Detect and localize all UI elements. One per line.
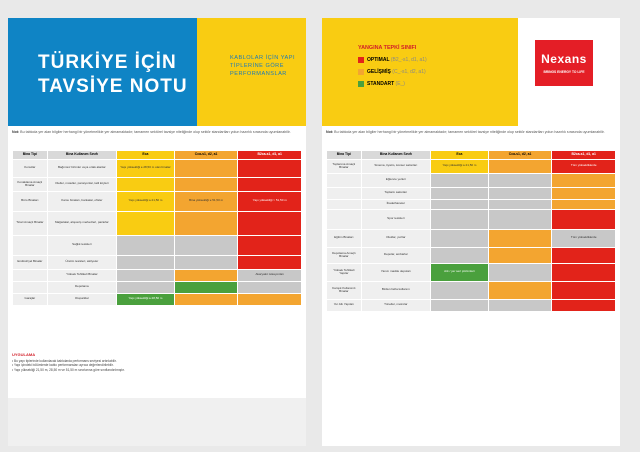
table-cell [117,235,175,255]
table-cell: Yer Altı Yapıları [327,299,362,311]
bottom-title: UYGULAMA [12,352,36,357]
col-header: Eca [117,151,175,160]
table-cell [117,269,175,281]
table-cell [488,247,552,263]
table-cell [431,209,489,229]
table-cell: Sinema, tiyatro, konser salonları [361,159,430,173]
table-cell [117,211,175,235]
table-cell [552,247,616,263]
legend-swatch [358,69,364,75]
table-cell: Bina yüksekliği ≤ 51,50 m [174,191,238,211]
legend-item [358,66,427,78]
table-cell [13,269,48,281]
table-cell [174,269,238,281]
table-cell: Yapı yüksekliği ≤ 28,50 m [117,293,175,305]
table-cell [238,293,302,305]
table-cell [174,159,238,177]
table-cell [431,199,489,209]
table-cell: Garajlar [13,293,48,305]
table-cell [488,159,552,173]
table-cell [327,187,362,199]
table-cell: Okullar, yurtlar [361,229,430,247]
col-header: B2ca-s1, d1, a1 [552,151,616,160]
bottom-notes [12,352,302,442]
table-cell: Tüm yüksekliklerde [552,159,616,173]
table-cell [552,299,616,311]
note-label: Not: [12,130,20,134]
table-cell: Konutlar [13,159,48,177]
table-cell: Kamu binaları, bankalar, ofisler [47,191,116,211]
col-header: Bina Tipi [13,151,48,160]
table-cell: Toplanma Amaçlı Binalar [327,159,362,173]
table-cell [488,187,552,199]
table-cell [117,281,175,293]
bullet-item: • Yapı yüksekliği 21,50 m, 28,50 m ve 51,50 m sınırlarına göre sınıflandırılmıştır. [12,367,125,372]
table-cell: Tüneller, metrolar [361,299,430,311]
table-cell [238,255,302,269]
col-header: Bina Kullanım Sınıfı [47,151,116,160]
table-cell: Otoparklar [47,293,116,305]
table-cell [174,281,238,293]
subtitle-line1: KABLOLAR İÇİN YAPI [230,55,296,61]
table-cell [174,235,238,255]
table-cell: Sağlık tesisleri [47,235,116,255]
table-cell [431,173,489,187]
table-cell [488,299,552,311]
table-cell [431,229,489,247]
page-title-line1: TÜRKİYE İÇİN [38,52,177,73]
note-text: Bu tabloda yer alan bilgiler herhangi bir yönetmelikle yer almamaktadır; tamamen sektörel tavsiye niteliğinde olup sektör standartları yolun hazırlık sırasında uyumlanabilir. [333,130,605,134]
table-cell [13,281,48,293]
table-cell [174,211,238,235]
bullet-text: Yapı içindeki bölümlerde kablo performansları ayrıca değerlendirilebilir. [13,363,114,368]
table-cell: Bağımsız birimler veya ortak alanlar [47,159,116,177]
logo-tagline: BRINGS ENERGY TO LIFE [543,70,585,74]
table-cell [431,247,489,263]
table-cell [488,263,552,281]
table-cell [327,173,362,187]
table-cell [117,177,175,191]
table-cell: Yapı yüksekliği ≤ 21,50 m [431,159,489,173]
bullet-text: Yapı yüksekliği 21,50 m, 28,50 m ve 51,50 m sınırlarına göre sınıflandırılmıştır. [13,367,125,372]
legend-code: (C_-s1, d2, a1) [392,69,426,75]
table-cell: Karışık Kullanımlı Binalar [327,281,362,299]
table-cell [238,211,302,235]
col-header: B2ca-s1, d1, a1 [238,151,302,160]
table-cell [552,187,616,199]
table-cell: Akaryakıt istasyonları [238,269,302,281]
table-cell [327,199,362,209]
note-label: Not: [326,130,334,134]
left-page [8,18,306,446]
legend-code: (B2_-s1, d1, a1) [390,57,427,63]
table-cell: Büro Binaları [13,191,48,211]
table-cell: İbadethaneler [361,199,430,209]
col-header: Bina Kullanım Sınıfı [361,151,430,160]
legend-label: STANDART [367,81,395,87]
table-cell [488,199,552,209]
note-text: Bu tabloda yer alan bilgiler herhangi bir yönetmelikle yer almamaktadır; tamamen sektörel tavsiye niteliğinde olup sektör standartları yolun hazırlık sırasında uyumlanabilir. [19,130,291,134]
nexans-logo [535,40,593,86]
table-cell: Yapı yüksekliği > 51,50 m [238,191,302,211]
table-cell [488,209,552,229]
legend-item [358,54,427,66]
table-cell: Ticari Amaçlı Binalar [13,211,48,235]
col-header: Eca [431,151,489,160]
subtitle [230,54,295,78]
legend-title: YANGINA TEPKİ SINIFI [358,45,417,51]
table-cell: Oteller, moteller, pansiyonlar, tatil köyleri [47,177,116,191]
table-cell: Eğlence yerleri [361,173,430,187]
table-cell [488,173,552,187]
table-cell [552,263,616,281]
table-cell [174,177,238,191]
table-cell: Yapı yüksekliği ≤ 28,50 m olan binalar [117,159,175,177]
bullet-text: Bu yapı tiplerinde kullanılacak kablolarda performans seviyesi artırılabilir. [14,359,117,363]
table-cell: Toplantı salonları [361,187,430,199]
table-cell: Ark / yer seri çözümleri [431,263,489,281]
table-cell [431,281,489,299]
table-cell: Konaklama Amaçlı Binalar [13,177,48,191]
table-cell [238,281,302,293]
legend-label: GELİŞMİŞ [367,69,391,75]
bullet-item: • Bu yapı tiplerinde kullanılacak kablolarda performans seviyesi artırılabilir. [12,359,117,363]
table-cell: Depolama [47,281,116,293]
note [326,130,616,135]
legend-swatch [358,57,364,63]
table-cell: Depolar, ambarlar [361,247,430,263]
table-cell: Yüksek Tehlikeli Binalar [47,269,116,281]
table-cell [552,199,616,209]
table-cell [488,281,552,299]
table-cell [327,209,362,229]
table-cell: Yapı yüksekliği ≤ 21,50 m [117,191,175,211]
table-cell: Üretim tesisleri, atölyeler [47,255,116,269]
table-cell [552,173,616,187]
col-header: Cca-s1, d2, a1 [488,151,552,160]
fire-class-legend [358,42,427,90]
subtitle-line2: TİPLERİNE GÖRE [230,63,284,69]
table-cell: Yüksek Tehlikeli Yapılar [327,263,362,281]
table-cell: Tüm yüksekliklerde [552,229,616,247]
legend-item [358,78,427,90]
title-block [8,18,197,126]
performance-table-right [326,150,616,312]
legend-swatch [358,81,364,87]
performance-table-left [12,150,302,306]
col-header: Cca-s1, d2, a1 [174,151,238,160]
table-cell [13,235,48,255]
legend-code: (E_) [395,81,405,87]
left-header [8,18,306,126]
table-cell: Depolama Amaçlı Binalar [327,247,362,263]
bullet-item: • Yapı içindeki bölümlerde kablo performansları ayrıca değerlendirilebilir. [12,363,114,368]
table-cell [552,281,616,299]
right-page [322,18,620,446]
table-cell [117,255,175,269]
table-cell [431,299,489,311]
note [12,130,302,135]
table-cell: Mağazalar, alışveriş merkezleri, pazarlar [47,211,116,235]
table-cell [174,255,238,269]
logo-name: Nexans [541,52,587,66]
table-cell: Yanıcı madde depoları [361,263,430,281]
legend-label: OPTIMAL [367,57,390,63]
table-cell: Spor tesisleri [361,209,430,229]
table-cell [552,209,616,229]
right-header [322,18,620,126]
table-cell: Birden fazla kullanım [361,281,430,299]
table-cell [238,177,302,191]
table-cell [431,187,489,199]
col-header: Bina Tipi [327,151,362,160]
page-title-line2: TAVSİYE NOTU [38,76,188,97]
table-cell [238,235,302,255]
table-cell: Endüstriyel Binalar [13,255,48,269]
table-cell [488,229,552,247]
table-cell [238,159,302,177]
table-cell [174,293,238,305]
subtitle-line3: PERFORMANSLAR [230,71,287,77]
table-cell: Eğitim Binaları [327,229,362,247]
